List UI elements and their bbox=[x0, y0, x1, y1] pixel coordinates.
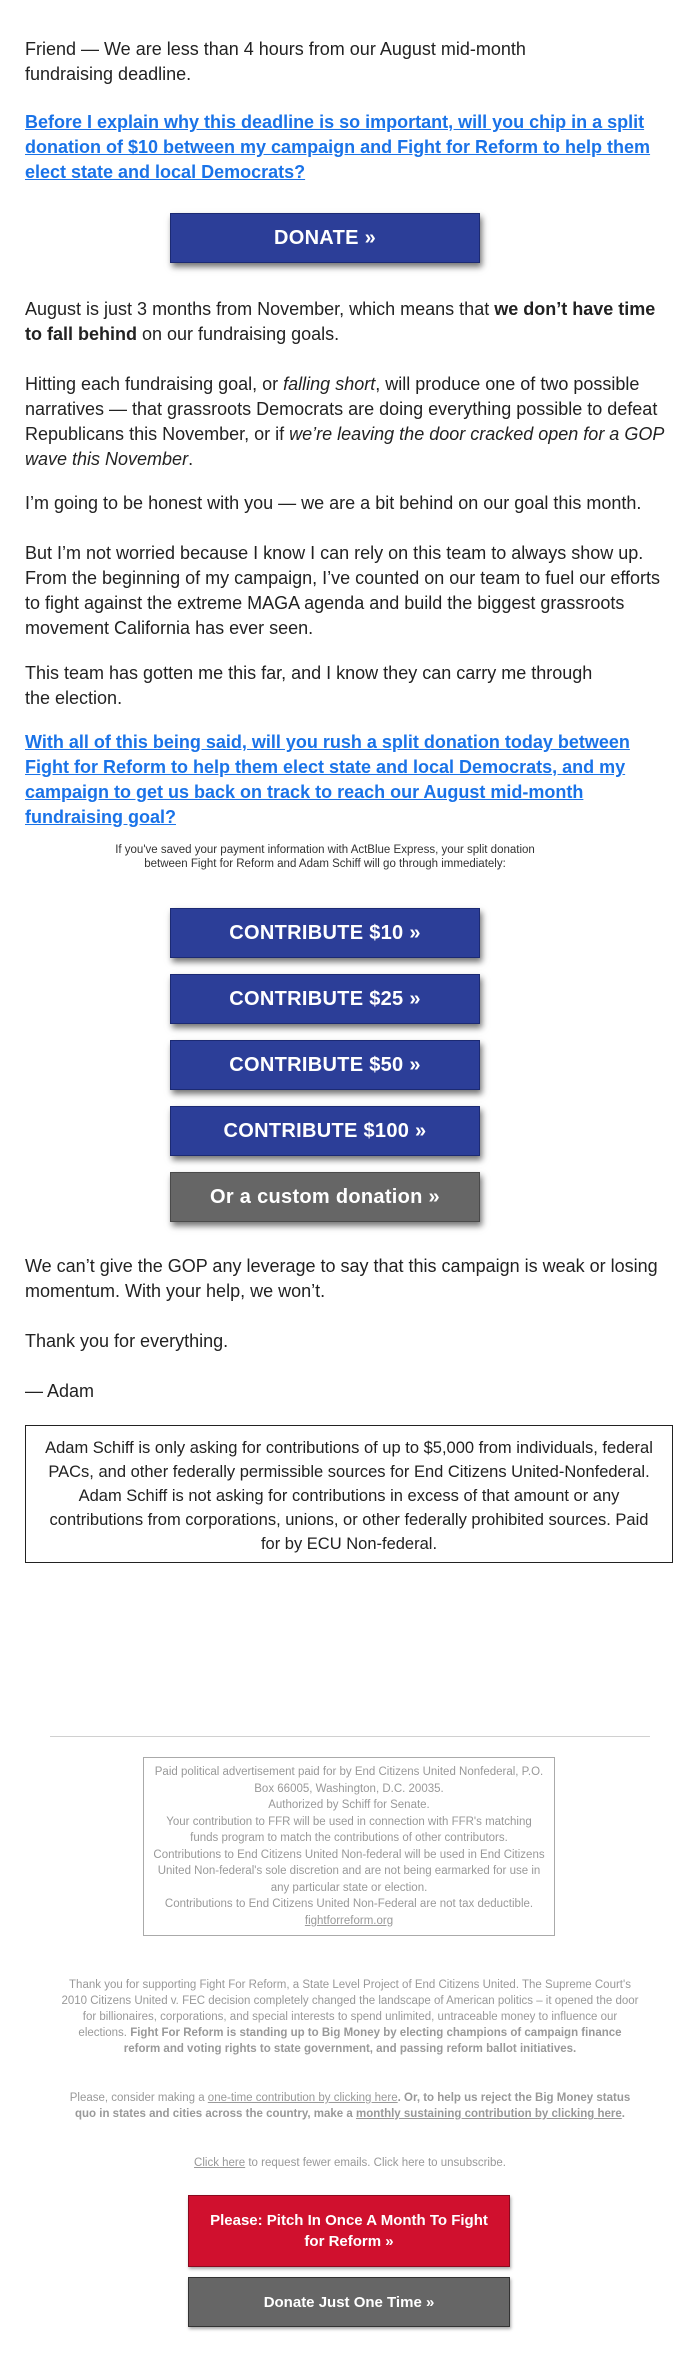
august-paragraph bbox=[25, 297, 675, 347]
one-time-link[interactable]: one-time contribution by clicking here bbox=[207, 2092, 398, 2104]
august-text-1: August is just 3 months from November, which means that bbox=[25, 299, 495, 319]
authorized-text: Authorized by Schiff for Senate. bbox=[268, 1799, 430, 1811]
earmark-text: Contributions to End Citizens United Non-federal will be used in End Citizens United Non-federal's sole discretion and are not being earmarked for use in any particular state or election. bbox=[153, 1848, 545, 1894]
monthly-pitch-in-button[interactable]: Please: Pitch In Once A Month To Fight for Reform » bbox=[188, 2195, 510, 2267]
fewer-emails-link[interactable]: Click here bbox=[194, 2157, 246, 2169]
monthly-link[interactable]: monthly sustaining contribution by clicking here bbox=[355, 2108, 622, 2120]
paid-by-text: Paid political advertisement paid for by End Citizens United Nonfederal, P.O. Box 66005, Washington, D.C. 20035. bbox=[154, 1766, 544, 1795]
intro-line-1: Friend — We are less than 4 hours from our August mid-month bbox=[25, 39, 526, 59]
goals-text-3: . bbox=[188, 449, 194, 469]
donate-one-time-button[interactable]: Donate Just One Time » bbox=[188, 2277, 510, 2327]
thanks-line: Thank you for everything. bbox=[25, 1331, 229, 1351]
team-line-1: This team has gotten me this far, and I know they can carry me through bbox=[25, 663, 593, 683]
unsubscribe-text: to request fewer emails. Click here to unsubscribe. bbox=[245, 2157, 506, 2169]
consider-bold: . Or, to help us reject the Big Money status quo in states and cities across the country, make a bbox=[74, 2092, 631, 2120]
contribute-100-button[interactable]: CONTRIBUTE $100 » bbox=[170, 1106, 480, 1156]
contribute-50-button[interactable]: CONTRIBUTE $50 » bbox=[170, 1040, 480, 1090]
footer-thanks-bold: Fight For Reform is standing up to Big Money by electing champions of campaign finance reform and voting rights to state government, and passing reform ballot initiatives. bbox=[123, 2027, 622, 2055]
ask-link-1[interactable]: Before I explain why this deadline is so important, will you chip in a split donation of $10 between my campaign and Fight for Reform to help them elect state and local Democrats? bbox=[25, 112, 651, 182]
goals-text-1: Hitting each fundraising goal, or bbox=[25, 374, 284, 394]
actblue-express-note: If you've saved your payment information with ActBlue Express, your split donation between Fight for Reform and Adam Schiff will go through immediately: bbox=[115, 844, 535, 870]
signature: — Adam bbox=[25, 1381, 95, 1401]
footer-thanks-text: Thank you for supporting Fight For Reform, a State Level Project of End Citizens United. The Supreme Court's 2010 Citizens United v. FEC decision completely changed the landscape of American politics – it opened the door for billionaires, corporations, and special interests to spend unlimited, untraceable money to influence our elections. bbox=[61, 1979, 639, 2039]
website-link[interactable]: fightforreform.org bbox=[304, 1914, 394, 1927]
ask-link-2[interactable]: With all of this being said, will you rush a split donation today between Fight for Reform to help them elect state and local Democrats, and my campaign to get us back on track to reach our August mid-month fundraising goal? bbox=[25, 732, 630, 827]
footer-consider bbox=[60, 2090, 640, 2122]
intro-line-2: fundraising deadline. bbox=[25, 64, 192, 84]
tax-text: Contributions to End Citizens United Non-Federal are not tax deductible. bbox=[164, 1898, 534, 1910]
honest-paragraph: I’m going to be honest with you — we are a bit behind on our goal this month. bbox=[25, 493, 642, 513]
ask-paragraph-2 bbox=[25, 730, 675, 830]
goals-text-2: , will produce one of two possible narratives — that grassroots Democrats are doing everything possible to defeat Republicans this November, or if bbox=[25, 374, 658, 444]
consider-text: Please, consider making a bbox=[69, 2092, 208, 2104]
intro-paragraph bbox=[25, 37, 675, 87]
team-paragraph bbox=[25, 661, 675, 711]
custom-donation-button[interactable]: Or a custom donation » bbox=[170, 1172, 480, 1222]
team-line-2: the election. bbox=[25, 688, 123, 708]
matching-funds-text: Your contribution to FFR will be used in connection with FFR's matching funds program to match the contributions of other contributors. bbox=[166, 1815, 532, 1844]
goals-italic-2: we’re leaving the door cracked open for a GOP wave this November bbox=[25, 424, 664, 469]
footer-thanks bbox=[60, 1977, 640, 2057]
august-text-2: on our fundraising goals. bbox=[137, 324, 340, 344]
donate-button[interactable]: DONATE » bbox=[170, 213, 480, 263]
legal-disclaimer-box bbox=[143, 1757, 555, 1936]
contribute-25-button[interactable]: CONTRIBUTE $25 » bbox=[170, 974, 480, 1024]
ask-paragraph-1 bbox=[25, 110, 675, 185]
footer-unsubscribe bbox=[60, 2155, 640, 2171]
goals-italic-1: falling short bbox=[283, 374, 376, 394]
goals-paragraph bbox=[25, 372, 675, 472]
leverage-paragraph: We can’t give the GOP any leverage to say that this campaign is weak or losing momentum. With your help, we won’t. bbox=[25, 1256, 658, 1301]
consider-end: . bbox=[621, 2108, 625, 2120]
august-text-bold: we don’t have time to fall behind bbox=[25, 299, 656, 344]
contribute-10-button[interactable]: CONTRIBUTE $10 » bbox=[170, 908, 480, 958]
worried-paragraph: But I’m not worried because I know I can rely on this team to always show up. From the beginning of my campaign, I’ve counted on our team to fuel our efforts to fight against the extreme MAGA agenda and build the biggest grassroots movement California has ever seen. bbox=[25, 543, 661, 638]
footer-divider bbox=[50, 1736, 650, 1737]
contribution-disclaimer: Adam Schiff is only asking for contributions of up to $5,000 from individuals, federal PACs, and other federally permissible sources for End Citizens United-Nonfederal. Adam Schiff is not asking for contributions in excess of that amount or any contributions from corporations, unions, or other federally prohibited sources. Paid for by ECU Non-federal. bbox=[25, 1425, 673, 1563]
